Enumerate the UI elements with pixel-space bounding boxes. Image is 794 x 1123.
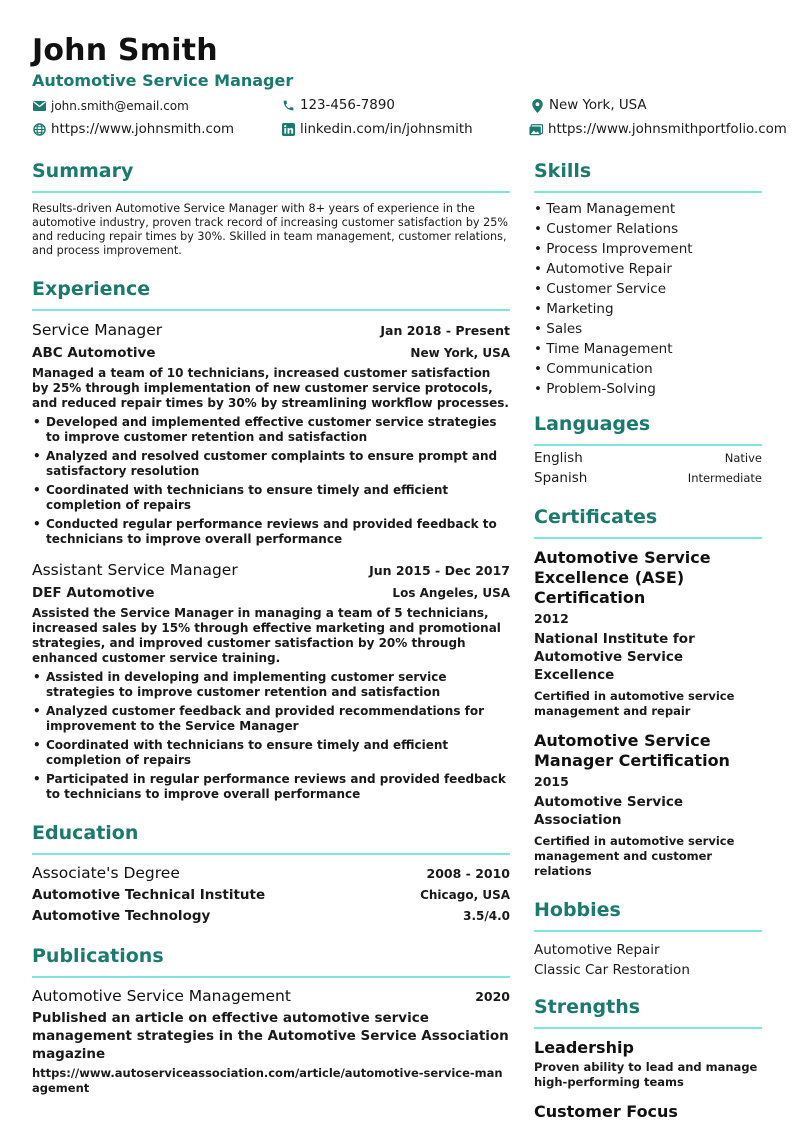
linkedin-icon (281, 123, 295, 137)
hobbies-heading: Hobbies (534, 899, 621, 921)
hobbies-section (534, 899, 762, 980)
skills-heading: Skills (534, 160, 592, 182)
language-row (534, 450, 762, 466)
section-divider (32, 976, 510, 978)
phone-icon (281, 99, 295, 113)
section-divider (32, 191, 510, 193)
degree: Associate's Degree (32, 864, 180, 882)
list-item: • Coordinated with technicians to ensure timely and efficient completion of repairs (32, 483, 510, 513)
certificates-heading: Certificates (534, 506, 658, 528)
job-dates: Jan 2018 - Present (380, 323, 510, 338)
list-item: • Sales (534, 321, 583, 337)
list-item: • Communication (534, 361, 653, 377)
contact-email-text: john.smith@email.com (51, 99, 189, 113)
skills-section (534, 160, 762, 399)
candidate-title: Automotive Service Manager (32, 71, 294, 90)
list-item: • Coordinated with technicians to ensure timely and efficient completion of repairs (32, 738, 510, 768)
certificate-name: Automotive Service Manager Certification (534, 731, 730, 770)
section-divider (534, 444, 762, 446)
job-company: ABC Automotive (32, 345, 156, 361)
envelope-icon (32, 99, 46, 113)
summary-section (32, 160, 510, 258)
section-divider (534, 537, 762, 539)
language-row (534, 470, 762, 486)
contact-email[interactable] (32, 99, 189, 113)
certificate-name: Automotive Service Excellence (ASE) Certification (534, 548, 711, 607)
list-item: • Process Improvement (534, 241, 693, 257)
certificate-entry (534, 548, 762, 719)
language-level: Native (724, 451, 762, 465)
globe-icon (32, 123, 46, 137)
language-name: Spanish (534, 470, 588, 486)
contact-website-text: https://www.johnsmith.com (51, 122, 235, 137)
languages-heading: Languages (534, 413, 651, 435)
job-bullets (32, 670, 510, 802)
education-dates: 2008 - 2010 (426, 866, 510, 881)
contact-website[interactable] (32, 122, 234, 137)
list-item: • Participated in regular performance reviews and provided feedback to technicians to improve overall performance (32, 772, 510, 802)
publication-title: Automotive Service Management (32, 987, 291, 1005)
job-location: Los Angeles, USA (392, 586, 510, 600)
list-item: Classic Car Restoration (534, 962, 690, 978)
education-heading: Education (32, 822, 139, 844)
field-of-study: Automotive Technology (32, 908, 211, 924)
list-item: • Customer Relations (534, 221, 679, 237)
strengths-heading: Strengths (534, 996, 641, 1018)
contact-location-text: New York, USA (549, 98, 647, 113)
publications-heading: Publications (32, 945, 164, 967)
job-bullets (32, 415, 510, 547)
job-title: Assistant Service Manager (32, 561, 238, 579)
strength-name: Customer Focus (534, 1102, 678, 1121)
contact-location (530, 98, 647, 113)
section-divider (534, 191, 762, 193)
right-column (534, 160, 762, 1121)
certificate-issuer: National Institute for Automotive Service Excellence (534, 631, 695, 683)
section-divider (534, 930, 762, 932)
list-item: • Developed and implemented effective customer service strategies to improve customer retention and satisfaction (32, 415, 510, 445)
experience-section (32, 278, 510, 802)
job-dates: Jun 2015 - Dec 2017 (369, 563, 510, 578)
contact-portfolio[interactable] (529, 122, 787, 137)
strength-entry (534, 1038, 762, 1090)
contact-linkedin[interactable] (281, 122, 473, 137)
education-section (32, 822, 510, 924)
contact-phone-text: 123-456-7890 (300, 98, 395, 113)
section-divider (534, 1027, 762, 1029)
certificate-description: Certified in automotive service management and repair (534, 689, 735, 718)
summary-heading: Summary (32, 160, 134, 182)
list-item: • Customer Service (534, 281, 667, 297)
section-divider (32, 853, 510, 855)
list-item: • Analyzed and resolved customer complaints to ensure prompt and satisfactory resolution (32, 449, 510, 479)
job-entry (32, 321, 510, 547)
summary-text: Results-driven Automotive Service Manager with 8+ years of experience in the automotive industry, proven track record of increasing customer satisfaction by 25% and reducing repair times by 30%. Skilled in team management, customer relations, and process improvement. (32, 202, 508, 257)
language-name: English (534, 450, 583, 466)
certificate-year: 2012 (534, 611, 569, 626)
certificates-section (534, 506, 762, 879)
list-item: Automotive Repair (534, 942, 660, 958)
list-item: • Analyzed customer feedback and provided recommendations for improvement to the Service Manager (32, 704, 510, 734)
certificate-year: 2015 (534, 774, 569, 789)
list-item: • Team Management (534, 201, 676, 217)
list-item: • Problem-Solving (534, 381, 656, 397)
gpa: 3.5/4.0 (463, 909, 510, 923)
publication-description: Published an article on effective automotive service management strategies in the Automotive Service Association magazine (32, 1010, 509, 1062)
list-item: • Time Management (534, 341, 673, 357)
section-divider (32, 309, 510, 311)
language-level: Intermediate (687, 471, 762, 485)
publications-section (32, 945, 510, 1096)
experience-heading: Experience (32, 278, 151, 300)
list-item: • Marketing (534, 301, 614, 317)
job-entry (32, 561, 510, 802)
school-name: Automotive Technical Institute (32, 887, 266, 903)
list-item: • Assisted in developing and implementing customer service strategies to improve customer retention and satisfaction (32, 670, 510, 700)
portfolio-icon (529, 123, 543, 137)
languages-section (534, 413, 762, 486)
contact-linkedin-text: linkedin.com/in/johnsmith (300, 122, 473, 137)
job-company: DEF Automotive (32, 585, 155, 601)
contact-phone[interactable] (281, 98, 395, 113)
school-location: Chicago, USA (420, 888, 510, 902)
strength-description: Proven ability to lead and manage high-performing teams (534, 1060, 758, 1089)
certificate-issuer: Automotive Service Association (534, 794, 683, 828)
list-item: • Conducted regular performance reviews and provided feedback to technicians to improve overall performance (32, 517, 510, 547)
candidate-name: John Smith (32, 33, 218, 68)
job-description: Managed a team of 10 technicians, increased customer satisfaction by 25% through implementation of new customer service protocols, and reduced repair times by 30% by streamlining workflow processes. (32, 366, 509, 410)
contact-portfolio-text: https://www.johnsmithportfolio.com (548, 122, 787, 137)
left-column (32, 160, 510, 1096)
list-item: • Automotive Repair (534, 261, 672, 277)
certificate-entry (534, 731, 762, 879)
skills-list (534, 199, 762, 399)
job-description: Assisted the Service Manager in managing a team of 5 technicians, increased sales by 15% through effective marketing and promotional strategies, and improved customer satisfaction by 20% through enhanced customer service training. (32, 606, 501, 665)
strength-entry (534, 1102, 762, 1121)
strengths-section (534, 996, 762, 1121)
job-title: Service Manager (32, 321, 163, 339)
job-location: New York, USA (410, 346, 510, 360)
location-pin-icon (530, 99, 544, 113)
strength-name: Leadership (534, 1038, 634, 1057)
certificate-description: Certified in automotive service management and customer relations (534, 834, 735, 878)
publication-year: 2020 (475, 989, 510, 1004)
publication-link[interactable]: https://www.autoserviceassociation.com/article/automotive-service-management (32, 1066, 503, 1095)
